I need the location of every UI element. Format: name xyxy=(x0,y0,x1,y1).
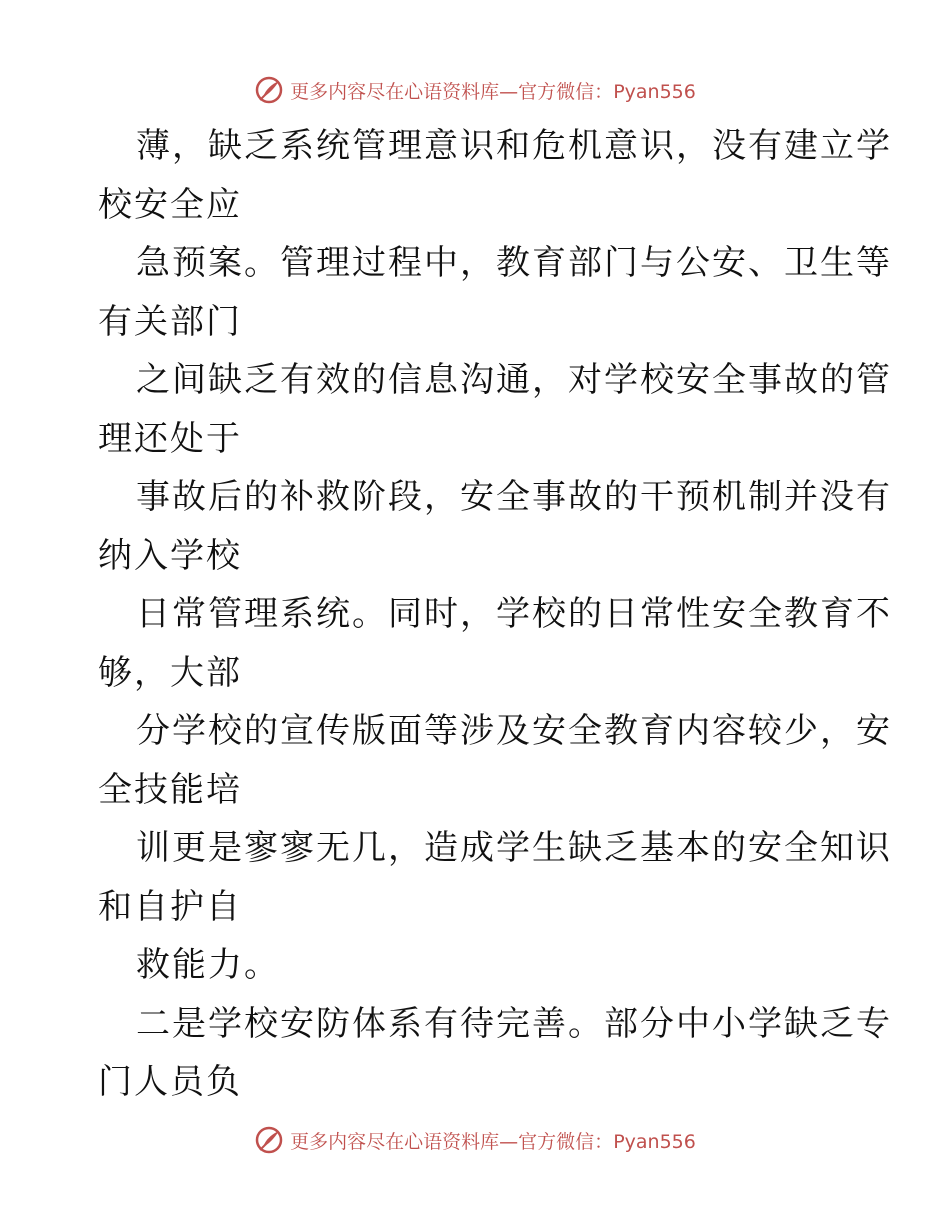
footer-wechat-label: 官方微信： xyxy=(518,1130,614,1153)
footer-banner xyxy=(0,1120,950,1160)
footer-banner-text: 更多内容尽在心语资料库 xyxy=(290,1130,500,1153)
feather-quill-logo-icon xyxy=(254,1125,284,1155)
body-line: 事故后的补救阶段，安全事故的干预机制并没有 xyxy=(136,477,892,517)
footer-wechat-id: Pyan556 xyxy=(613,1130,696,1153)
body-line: 急预案。管理过程中，教育部门与公安、卫生等 xyxy=(136,243,892,283)
footer-banner-dash: — xyxy=(499,1130,519,1153)
body-line: 和自护自 xyxy=(98,886,242,927)
body-line: 纳入学校 xyxy=(98,535,242,576)
feather-quill-logo-icon xyxy=(254,75,284,105)
body-line: 分学校的宣传版面等涉及安全教育内容较少，安 xyxy=(136,711,892,751)
body-line: 有关部门 xyxy=(98,301,242,342)
body-line: 理还处于 xyxy=(98,418,242,459)
body-line: 救能力。 xyxy=(136,945,280,985)
body-line: 日常管理系统。同时，学校的日常性安全教育不 xyxy=(136,594,892,634)
header-banner-text: 更多内容尽在心语资料库 xyxy=(290,80,500,103)
body-line: 二是学校安防体系有待完善。部分中小学缺乏专 xyxy=(136,1003,892,1044)
body-line: 校安全应 xyxy=(98,184,242,225)
header-banner xyxy=(0,70,950,110)
body-line: 全技能培 xyxy=(98,769,242,810)
header-wechat-label: 官方微信： xyxy=(518,80,614,103)
document-body xyxy=(98,117,892,1112)
body-line: 训更是寥寥无几，造成学生缺乏基本的安全知识 xyxy=(136,828,892,868)
header-banner-dash: — xyxy=(499,80,519,103)
header-wechat-id: Pyan556 xyxy=(613,80,696,103)
body-line: 门人员负 xyxy=(98,1062,242,1102)
body-line: 够，大部 xyxy=(98,652,242,693)
body-line: 之间缺乏有效的信息沟通，对学校安全事故的管 xyxy=(136,360,892,400)
body-line: 薄，缺乏系统管理意识和危机意识，没有建立学 xyxy=(136,126,892,166)
